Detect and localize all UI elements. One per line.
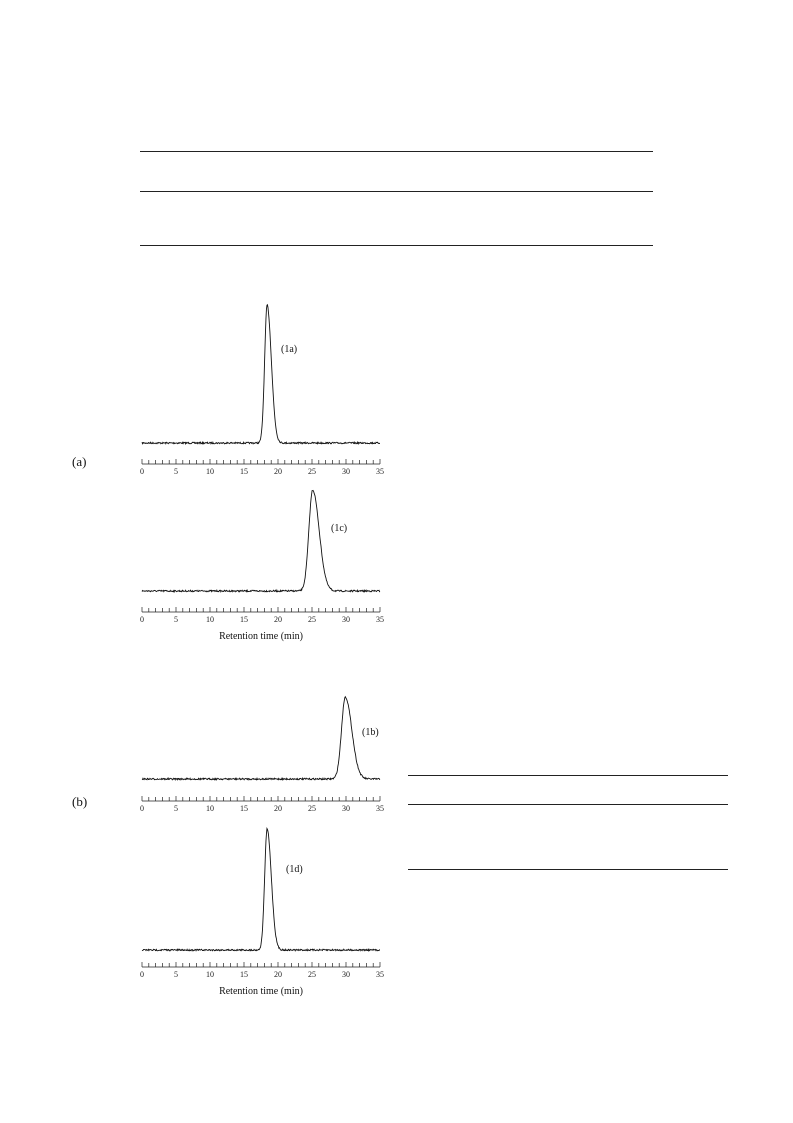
x-tick-label: 5 — [174, 467, 178, 476]
series-line-1c — [142, 490, 380, 591]
x-tick-label: 15 — [240, 615, 248, 624]
x-tick-label: 10 — [206, 804, 214, 813]
x-tick-label: 15 — [240, 467, 248, 476]
x-tick-label: 25 — [308, 467, 316, 476]
peak-annotation: (1c) — [331, 523, 348, 534]
x-tick-label: 20 — [274, 804, 282, 813]
peak-annotation: (1a) — [281, 344, 298, 355]
x-tick-label: 5 — [174, 804, 178, 813]
panel-label-a-text: (a) — [72, 454, 87, 469]
x-tick-label: 35 — [376, 804, 384, 813]
x-tick-label: 0 — [140, 615, 144, 624]
x-tick-label: 20 — [274, 615, 282, 624]
x-tick-label: 5 — [174, 970, 178, 979]
series-line-1b — [142, 697, 380, 780]
x-tick-label: 10 — [206, 970, 214, 979]
x-tick-label: 20 — [274, 467, 282, 476]
x-axis-label: Retention time (min) — [219, 631, 303, 642]
x-tick-label: 35 — [376, 467, 384, 476]
x-tick-label: 10 — [206, 615, 214, 624]
x-tick-label: 30 — [342, 467, 350, 476]
x-tick-label: 35 — [376, 970, 384, 979]
x-tick-label: 20 — [274, 970, 282, 979]
x-axis-label: Retention time (min) — [219, 986, 303, 997]
x-tick-label: 5 — [174, 615, 178, 624]
x-tick-label: 30 — [342, 804, 350, 813]
x-tick-label: 35 — [376, 615, 384, 624]
x-tick-label: 15 — [240, 804, 248, 813]
x-tick-label: 25 — [308, 804, 316, 813]
x-tick-label: 10 — [206, 467, 214, 476]
panel-label-b-text: (b) — [72, 794, 88, 809]
peak-annotation: (1d) — [286, 864, 303, 875]
series-line-1a — [142, 305, 380, 444]
x-tick-label: 0 — [140, 467, 144, 476]
x-tick-label: 30 — [342, 970, 350, 979]
x-tick-label: 25 — [308, 970, 316, 979]
x-tick-label: 0 — [140, 970, 144, 979]
x-tick-label: 15 — [240, 970, 248, 979]
x-tick-label: 30 — [342, 615, 350, 624]
series-line-1d — [142, 828, 380, 950]
x-tick-label: 0 — [140, 804, 144, 813]
x-tick-label: 25 — [308, 615, 316, 624]
peak-annotation: (1b) — [362, 727, 379, 738]
